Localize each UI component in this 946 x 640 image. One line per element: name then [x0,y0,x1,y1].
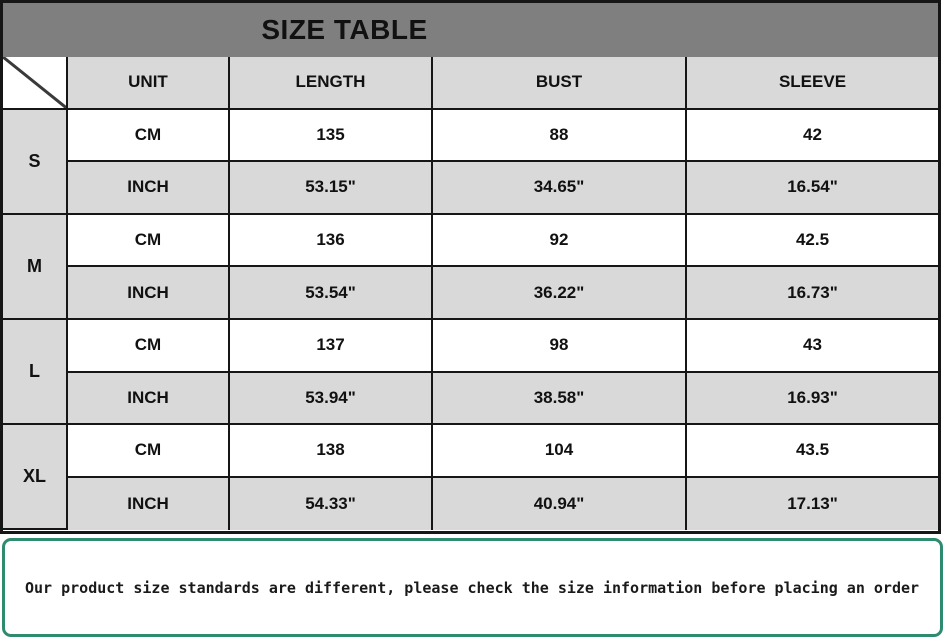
table-cell: 138 [230,425,433,478]
table-cell: 17.13" [687,478,938,531]
table-cell: 135 [230,110,433,163]
table-cell: 53.94" [230,373,433,426]
table-cell: INCH [68,267,230,320]
table-cell: 104 [433,425,687,478]
page-title: SIZE TABLE [261,14,428,45]
table-cell: CM [68,215,230,268]
diagonal-line-icon [3,57,66,108]
size-label-xl: XL [3,425,68,530]
column-header-length: LENGTH [230,57,433,110]
table-cell: INCH [68,478,230,531]
table-cell: 42 [687,110,938,163]
table-cell: 43.5 [687,425,938,478]
size-table-grid [3,57,938,531]
table-cell: 42.5 [687,215,938,268]
table-cell: 53.15" [230,162,433,215]
table-cell: 36.22" [433,267,687,320]
table-cell: 43 [687,320,938,373]
diagonal-corner-cell [3,57,68,110]
table-cell: 137 [230,320,433,373]
size-label-l: L [3,320,68,425]
title-band [3,3,938,57]
table-cell: 16.73" [687,267,938,320]
table-cell: 38.58" [433,373,687,426]
table-cell: CM [68,110,230,163]
column-header-unit: UNIT [68,57,230,110]
size-label-s: S [3,110,68,215]
table-cell: CM [68,320,230,373]
column-header-bust: BUST [433,57,687,110]
table-cell: 54.33" [230,478,433,531]
table-cell: INCH [68,162,230,215]
column-header-sleeve: SLEEVE [687,57,938,110]
size-note-box [2,538,943,637]
table-cell: 88 [433,110,687,163]
size-note-text: Our product size standards are different, please check the size information before placing an order [25,578,920,597]
table-cell: 98 [433,320,687,373]
size-label-m: M [3,215,68,320]
table-cell: 92 [433,215,687,268]
table-cell: 16.54" [687,162,938,215]
table-cell: CM [68,425,230,478]
table-cell: 53.54" [230,267,433,320]
table-cell: 40.94" [433,478,687,531]
table-cell: INCH [68,373,230,426]
table-cell: 16.93" [687,373,938,426]
table-cell: 34.65" [433,162,687,215]
table-cell: 136 [230,215,433,268]
